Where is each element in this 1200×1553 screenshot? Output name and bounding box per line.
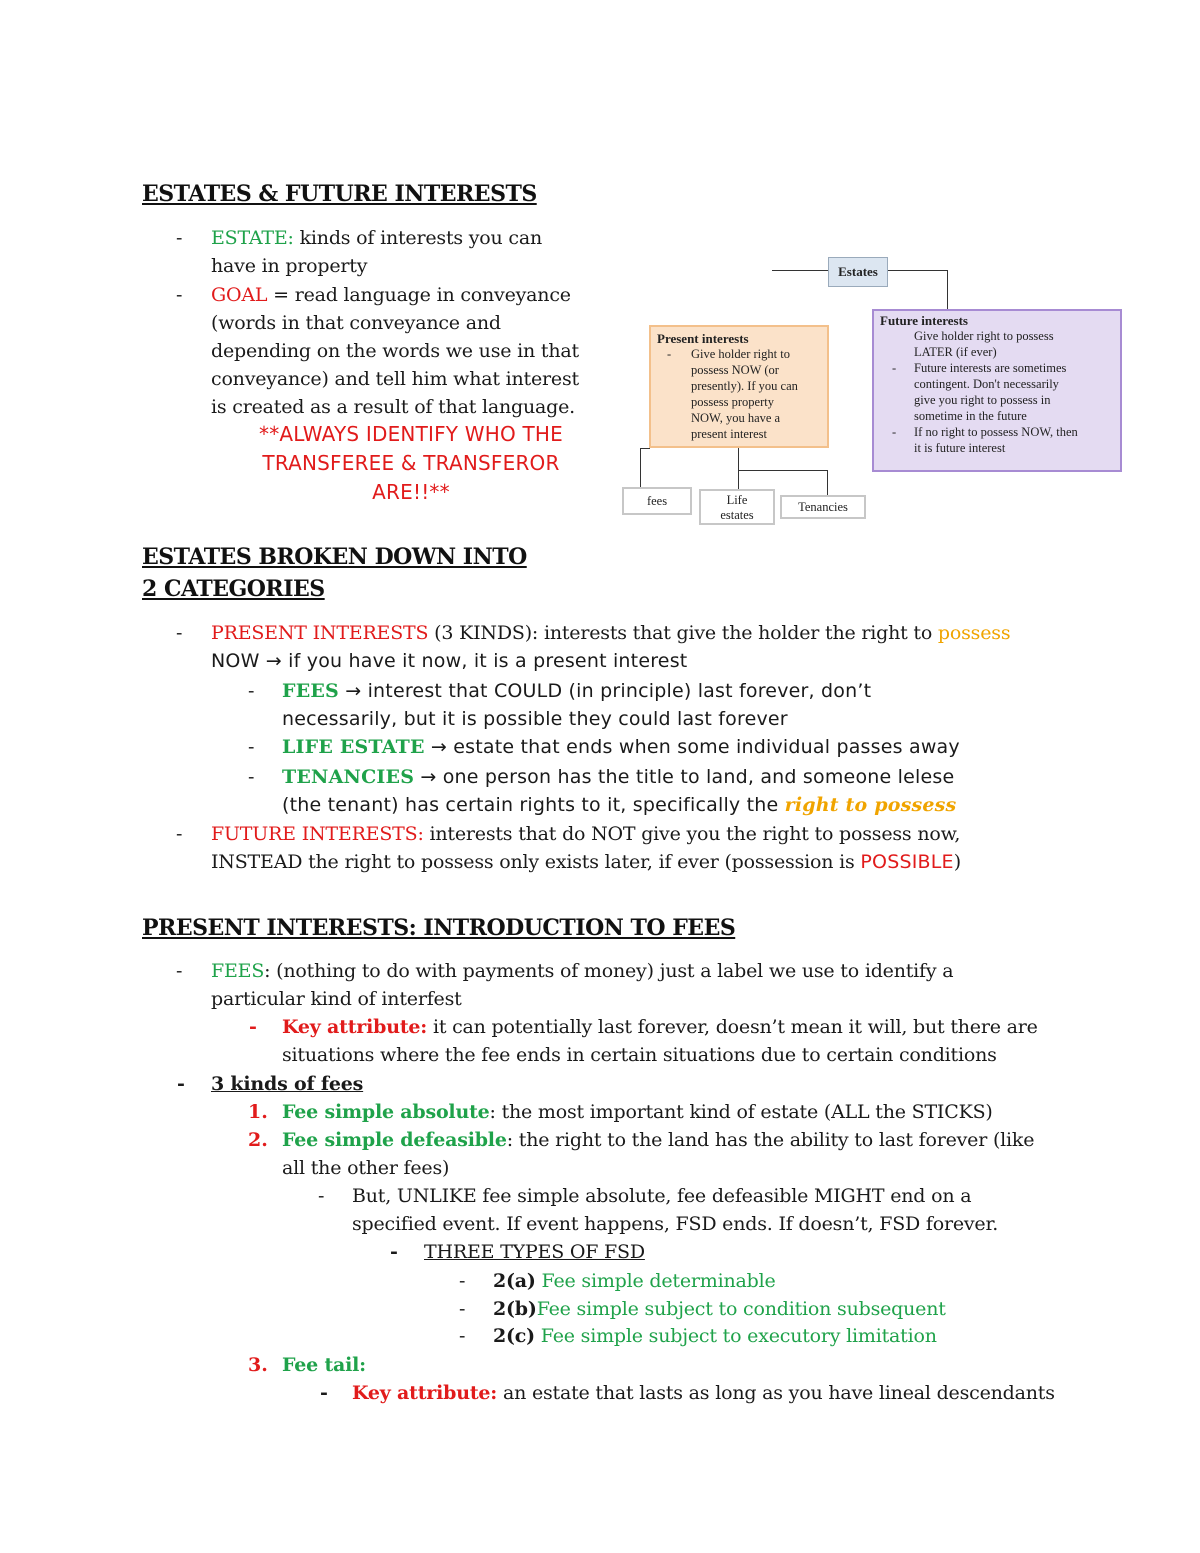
future-item-2 [880, 360, 1114, 424]
goal-line-2: (words in that conveyance and [211, 312, 501, 334]
tenancies-label: Tenancies [798, 500, 848, 514]
fees-line-2: necessarily, but it is possible they could last forever [282, 708, 788, 730]
bullet-dash: - [177, 1073, 185, 1095]
key-attribute-def: it can potentially last forever, doesn’t mean it will, but there are [427, 1016, 1038, 1038]
heading-estates-broken-down-1: ESTATES BROKEN DOWN INTO [142, 544, 527, 570]
present-interests-line-1 [211, 619, 1010, 648]
bullet-dash: - [248, 680, 255, 702]
list-number: 2. [248, 1129, 268, 1151]
warning-line-1: **ALWAYS IDENTIFY WHO THE [259, 422, 563, 446]
fee-simple-absolute-line [282, 1098, 993, 1127]
fee-tail-term: Fee tail: [282, 1354, 366, 1376]
future-line: contingent. Don't necessarily [914, 377, 1059, 391]
fee-simple-defeasible-line-2: all the other fees) [282, 1157, 450, 1179]
closing-paren: ) [953, 851, 961, 873]
estate-term: ESTATE: [211, 227, 294, 249]
present-line: presently). If you can [691, 379, 798, 393]
diagram-connector [888, 270, 948, 271]
present-line: possess property [691, 395, 774, 409]
life-estates-label-line: estates [720, 508, 754, 522]
tenancies-term: TENANCIES [282, 766, 415, 788]
estate-definition-line-1 [211, 224, 542, 253]
key-attribute-line-1 [282, 1013, 1038, 1042]
present-line: Give holder right to [691, 347, 790, 361]
bullet-dash: - [318, 1185, 325, 1207]
bullet-dash: - [320, 1382, 328, 1404]
bullet-dash: - [390, 1241, 398, 1263]
estate-definition-line-2: have in property [211, 255, 368, 277]
estate-def-text: kinds of interests you can [293, 227, 543, 249]
fee-simple-defeasible-def: : the right to the land has the ability to last forever (like [506, 1129, 1035, 1151]
bullet-dash: - [459, 1270, 466, 1292]
fsd-type-b-text: Fee simple subject to condition subsequent [536, 1298, 946, 1320]
fees-line-1 [282, 677, 871, 706]
future-line: it is future interest [914, 441, 1006, 455]
present-line: NOW, you have a [691, 411, 781, 425]
life-estates-label-line: Life [726, 493, 748, 507]
fee-tail-key-def: an estate that lasts as long as you have lineal descendants [497, 1382, 1055, 1404]
list-number: 3. [248, 1354, 268, 1376]
bullet-dash: - [892, 425, 897, 439]
life-estate-term: LIFE ESTATE [282, 736, 425, 758]
present-interests-term: PRESENT INTERESTS [211, 622, 429, 644]
fee-tail-key-line [352, 1379, 1055, 1408]
fee-tail-key-term: Key attribute: [352, 1382, 498, 1404]
present-line: present interest [691, 427, 768, 441]
bullet-dash: - [176, 823, 183, 845]
unlike-line-2: specified event. If event happens, FSD ends. If doesn’t, FSD forever. [352, 1213, 999, 1235]
diagram-connector [772, 270, 828, 271]
fsd-type-a-label: 2(a) [493, 1270, 536, 1292]
fees-intro-term: FEES [211, 960, 265, 982]
fsd-type-c-label: 2(c) [493, 1325, 535, 1347]
fees-intro-def: : (nothing to do with payments of money) just a label we use to identify a [264, 960, 954, 982]
fsd-type-a-text: Fee simple determinable [535, 1270, 776, 1292]
three-kinds-heading: 3 kinds of fees [211, 1073, 364, 1095]
heading-estates-future-interests: ESTATES & FUTURE INTERESTS [142, 181, 537, 207]
diagram-connector [827, 470, 828, 496]
goal-line-4: conveyance) and tell him what interest [211, 368, 579, 390]
present-line: possess NOW (or [691, 363, 779, 377]
future-line: sometime in the future [914, 409, 1027, 423]
diagram-connector [738, 448, 739, 490]
possible-word: POSSIBLE [860, 851, 954, 873]
bullet-dash: - [459, 1298, 466, 1320]
fees-label: fees [646, 494, 668, 508]
bullet-dash: - [892, 361, 897, 375]
tenancies-line-2 [282, 791, 956, 820]
tenancies-def: → one person has the title to land, and someone lelese [414, 766, 955, 788]
bullet-dash: - [667, 347, 672, 361]
life-estate-line [282, 733, 960, 762]
fees-box [622, 487, 692, 515]
future-interests-line-2 [211, 848, 961, 877]
goal-term: GOAL [211, 284, 268, 306]
future-line: Give holder right to possess [914, 329, 1054, 343]
future-interests-title: Future interests [880, 313, 968, 328]
tenancies-box [780, 495, 866, 519]
fee-simple-defeasible-line-1 [282, 1126, 1034, 1155]
fsd-type-c-text: Fee simple subject to executory limitation [534, 1325, 937, 1347]
heading-intro-to-fees: PRESENT INTERESTS: INTRODUCTION TO FEES [142, 915, 736, 941]
diagram-connector [640, 448, 650, 449]
tenancies-def-cont: (the tenant) has certain rights to it, specifically the [282, 794, 785, 816]
life-estates-box [699, 489, 775, 525]
bullet-dash: - [176, 960, 183, 982]
bullet-dash: - [176, 284, 183, 306]
fee-simple-absolute-term: Fee simple absolute [282, 1101, 490, 1123]
bullet-dash: - [249, 1016, 257, 1038]
list-number: 1. [248, 1101, 268, 1123]
goal-def-text: = read language in conveyance [267, 284, 571, 306]
fsd-type-a [493, 1267, 776, 1296]
future-line: Future interests are sometimes [914, 361, 1067, 375]
future-interests-box [872, 309, 1122, 472]
possess-word: possess [937, 622, 1011, 644]
key-attribute-line-2: situations where the fee ends in certain situations due to certain conditions [282, 1044, 997, 1066]
present-interests-title: Present interests [657, 331, 749, 346]
estates-root-label: Estates [838, 264, 878, 279]
fsd-type-b-label: 2(b) [493, 1298, 537, 1320]
bullet-dash: - [248, 736, 255, 758]
future-line: give you right to possess in [914, 393, 1051, 407]
life-estate-def: → estate that ends when some individual passes away [424, 736, 960, 758]
fees-term: FEES [282, 680, 339, 702]
future-line: LATER (if ever) [914, 345, 997, 359]
future-item-3 [880, 424, 1114, 456]
diagram-connector [640, 448, 641, 488]
present-interests-def: (3 KINDS): interests that give the holder the right to [428, 622, 938, 644]
future-item-1 [880, 328, 1114, 360]
warning-line-2: TRANSFEREE & TRANSFEROR [262, 451, 560, 475]
fees-intro-line-1 [211, 957, 953, 986]
future-line: If no right to possess NOW, then [914, 425, 1078, 439]
goal-line-1 [211, 281, 571, 310]
diagram-connector [738, 470, 828, 471]
future-interests-line-1 [211, 820, 960, 849]
tenancies-line-1 [282, 763, 954, 792]
present-interests-box [649, 325, 829, 448]
fee-simple-defeasible-term: Fee simple defeasible [282, 1129, 507, 1151]
right-to-possess: right to possess [784, 794, 957, 816]
fsd-type-b [493, 1295, 946, 1324]
present-interests-line-2: NOW → if you have it now, it is a present interest [211, 650, 688, 672]
goal-line-3: depending on the words we use in that [211, 340, 579, 362]
future-interests-def-cont: INSTEAD the right to possess only exists later, if ever (possession is [211, 851, 861, 873]
future-interests-term: FUTURE INTERESTS: [211, 823, 424, 845]
fees-def: → interest that COULD (in principle) last forever, don’t [338, 680, 872, 702]
warning-line-3: ARE!!** [372, 480, 450, 504]
diagram-connector [947, 270, 948, 310]
fsd-type-c [493, 1322, 937, 1351]
heading-estates-broken-down-2: 2 CATEGORIES [142, 576, 325, 602]
bullet-dash: - [459, 1325, 466, 1347]
future-interests-def: interests that do NOT give you the right to possess now, [423, 823, 961, 845]
key-attribute-term: Key attribute: [282, 1016, 428, 1038]
fees-intro-line-2: particular kind of interfest [211, 988, 462, 1010]
unlike-line-1: But, UNLIKE fee simple absolute, fee defeasible MIGHT end on a [352, 1185, 972, 1207]
three-types-heading: THREE TYPES OF FSD [424, 1241, 645, 1263]
bullet-dash: - [248, 766, 255, 788]
fee-simple-absolute-def: : the most important kind of estate (ALL the STICKS) [489, 1101, 993, 1123]
estates-root-box [828, 257, 888, 287]
bullet-dash: - [176, 227, 183, 249]
bullet-dash: - [176, 622, 183, 644]
present-interests-text [657, 346, 821, 442]
goal-line-5: is created as a result of that language. [211, 396, 575, 418]
